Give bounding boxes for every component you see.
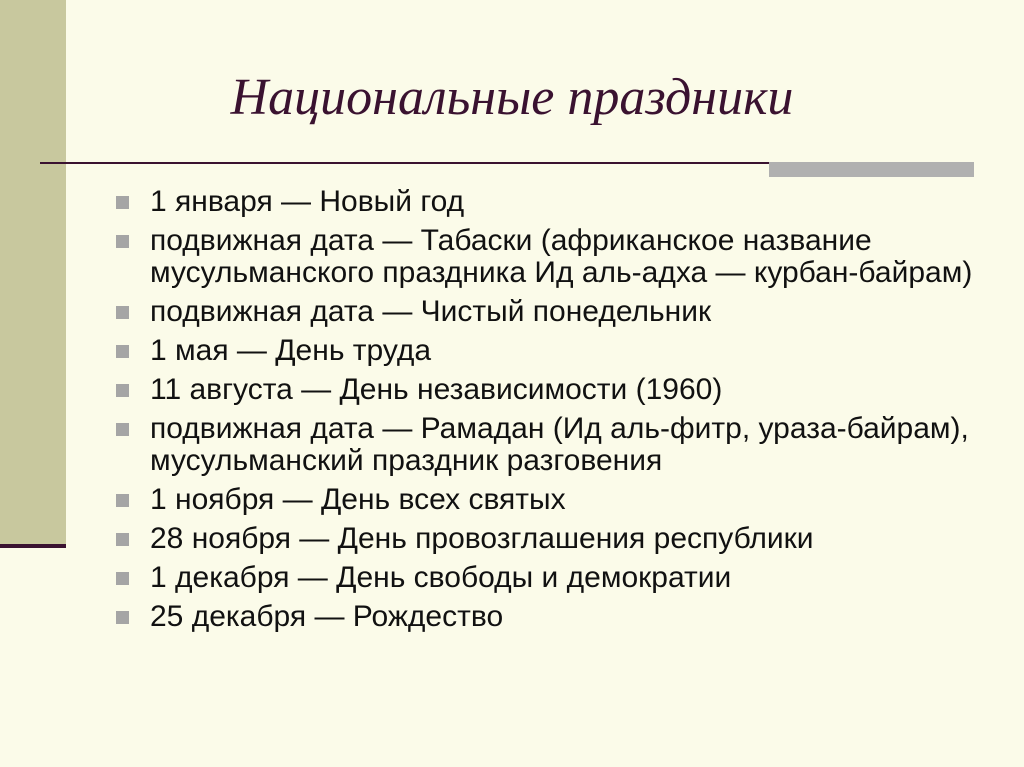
list-item-text: 1 ноября — День всех святых xyxy=(150,483,566,516)
list-item xyxy=(116,523,976,555)
square-bullet-icon xyxy=(116,306,129,319)
square-bullet-icon xyxy=(116,533,129,546)
list-item-text: 1 мая — День труда xyxy=(150,334,432,367)
left-decorative-rule xyxy=(0,544,66,548)
list-item-text: подвижная дата — Рамадан (Ид аль-фитр, ураза-байрам), мусульманский праздник разговения xyxy=(150,412,969,477)
square-bullet-icon xyxy=(116,423,129,436)
square-bullet-icon xyxy=(116,611,129,624)
list-item-text: 28 ноября — День провозглашения республики xyxy=(150,522,814,555)
list-item xyxy=(116,601,976,633)
list-item xyxy=(116,562,976,594)
list-item-text: 1 января — Новый год xyxy=(150,185,465,218)
list-item-text: 1 декабря — День свободы и демократии xyxy=(150,561,732,594)
list-item xyxy=(116,296,976,328)
list-item xyxy=(116,335,976,367)
list-item-text: 25 декабря — Рождество xyxy=(150,600,504,633)
square-bullet-icon xyxy=(116,345,129,358)
list-item xyxy=(116,413,976,477)
square-bullet-icon xyxy=(116,572,129,585)
list-item xyxy=(116,484,976,516)
square-bullet-icon xyxy=(116,494,129,507)
slide-title: Национальные праздники xyxy=(230,69,794,126)
list-item-text: 11 августа — День независимости (1960) xyxy=(150,373,723,406)
holiday-list xyxy=(116,186,976,640)
list-item xyxy=(116,225,976,289)
list-item xyxy=(116,186,976,218)
title-divider-accent xyxy=(769,162,974,177)
list-item xyxy=(116,374,976,406)
square-bullet-icon xyxy=(116,235,129,248)
square-bullet-icon xyxy=(116,196,129,209)
list-item-text: подвижная дата — Табаски (африканское название мусульманского праздника Ид аль-адха — курбан-байрам) xyxy=(150,224,973,289)
list-item-text: подвижная дата — Чистый понедельник xyxy=(150,295,712,328)
square-bullet-icon xyxy=(116,384,129,397)
